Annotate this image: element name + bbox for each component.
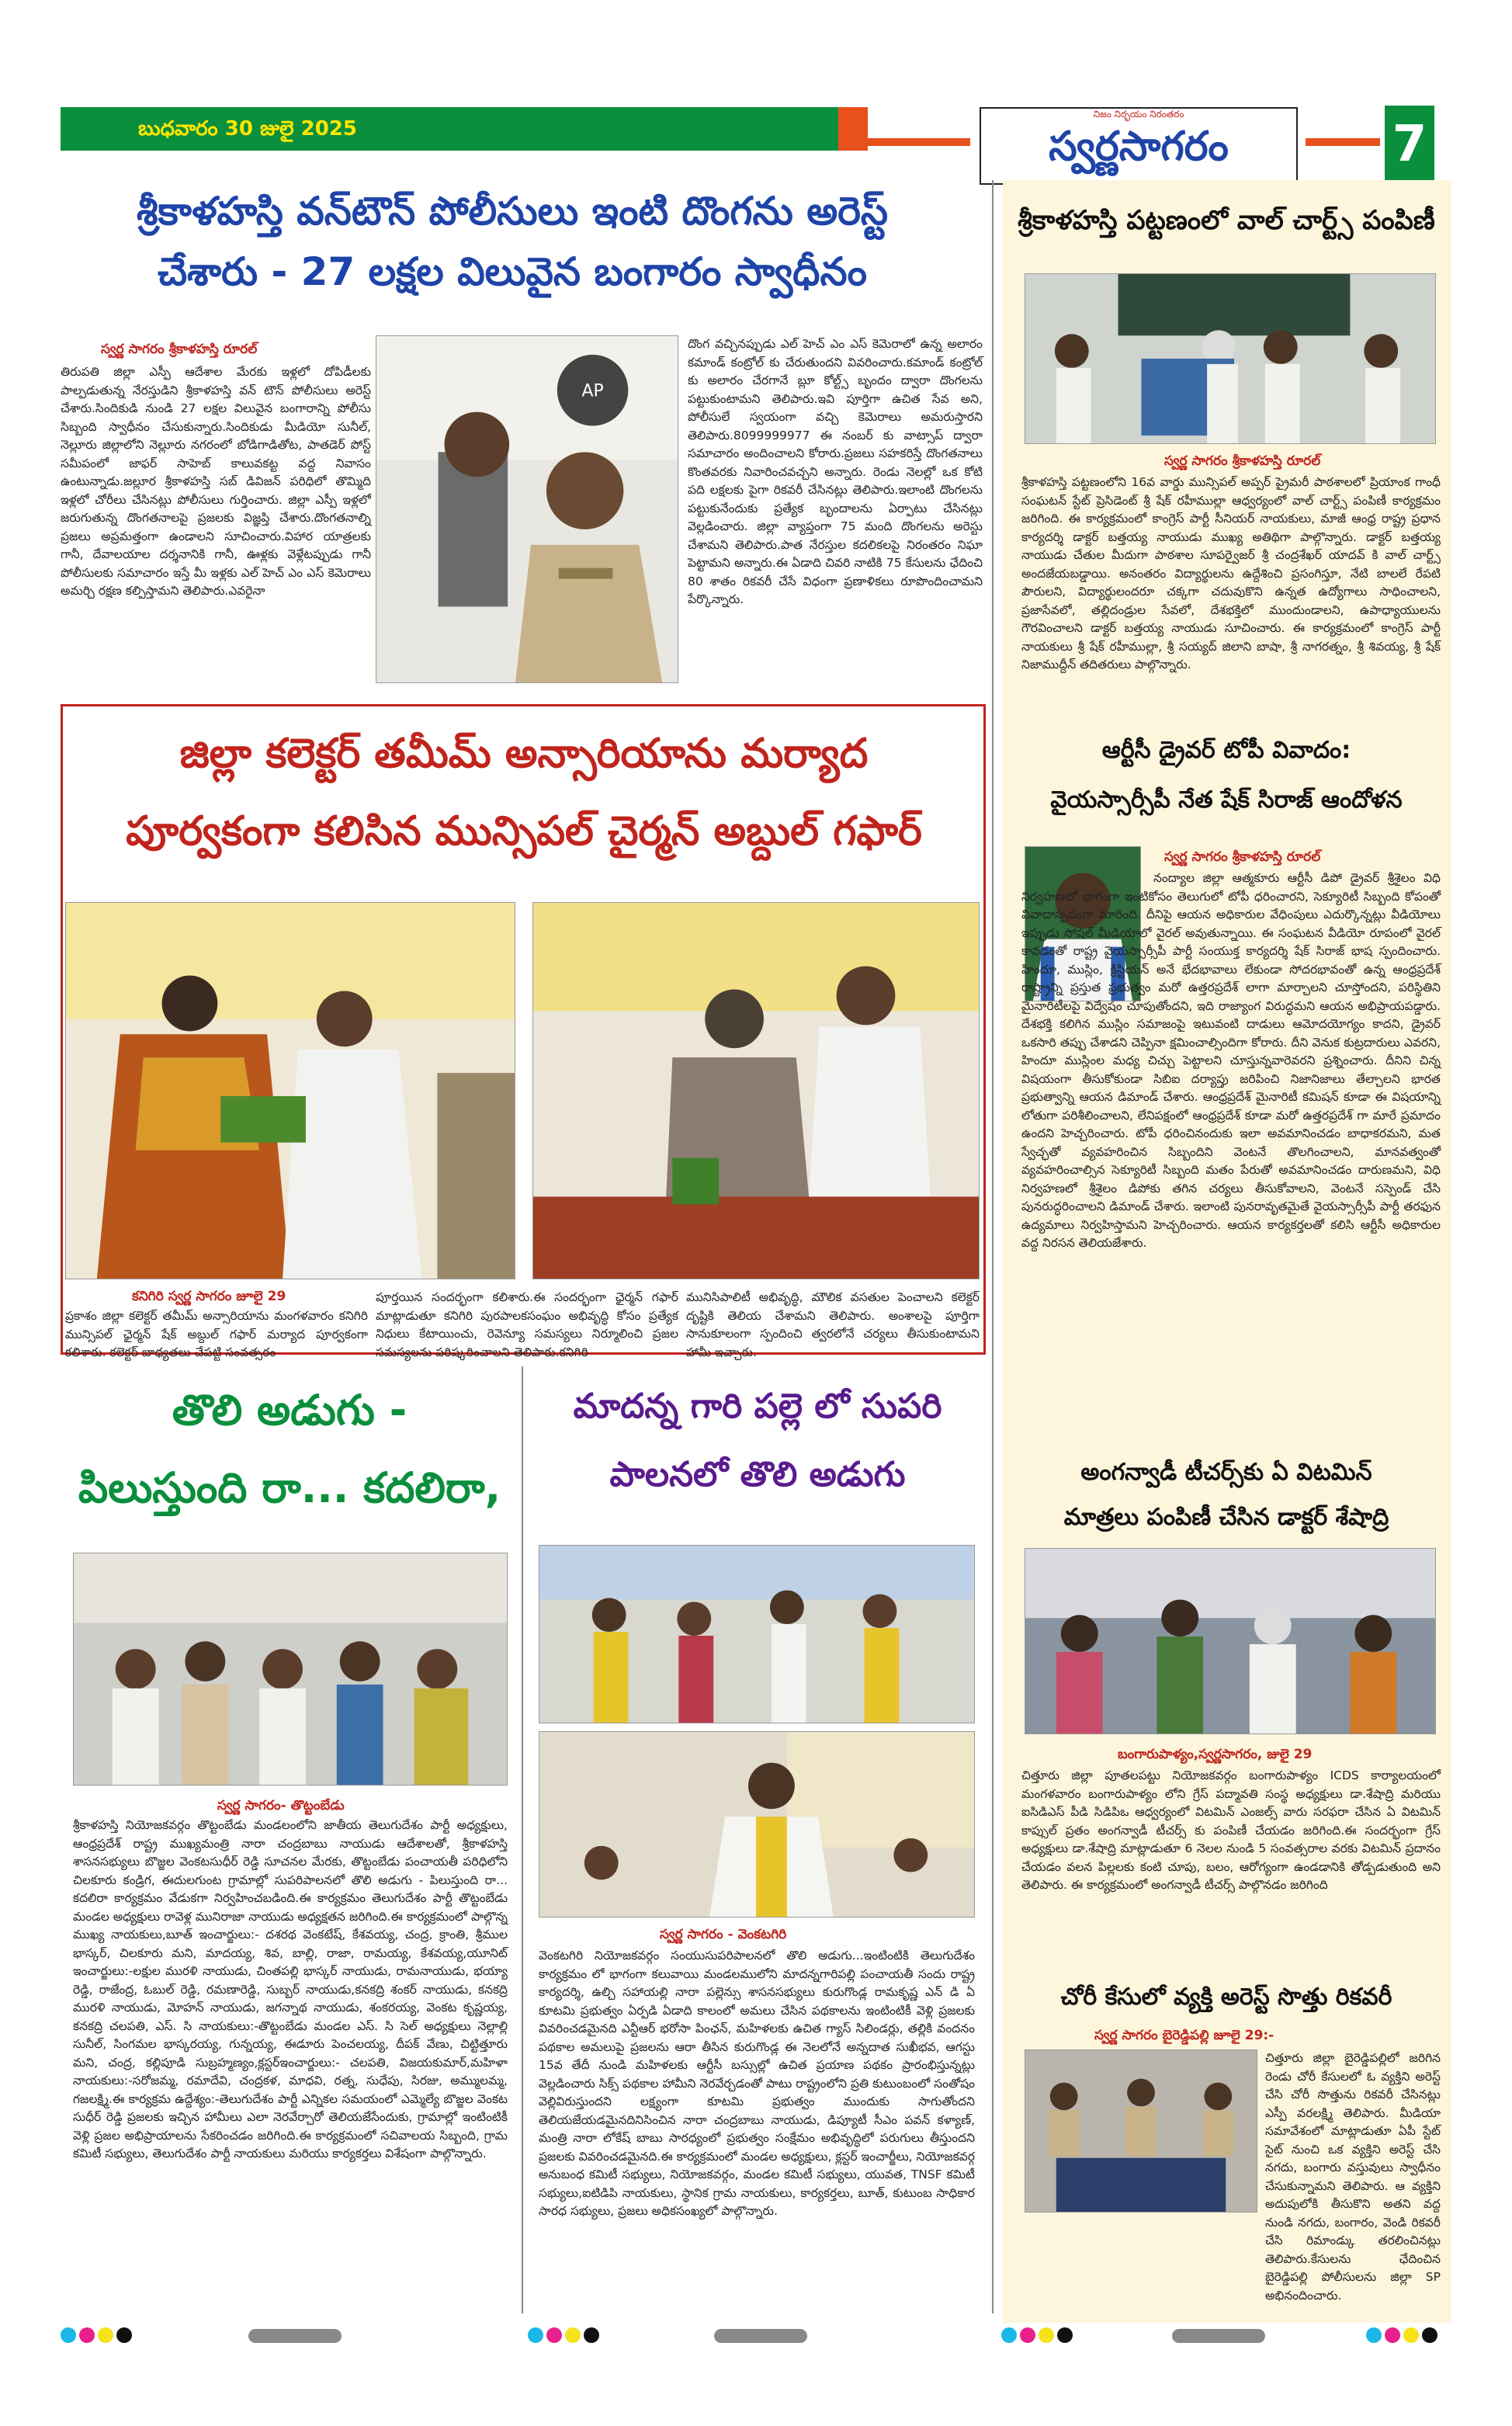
story1-col1: తిరుపతి జిల్లా ఎస్పీ ఆదేశాల మేరకు ఇళ్లలో దోపిడీలకు పాల్పడుతున్న నేరస్తుడిని శ్రీకాళహస్తి వన్ టౌన్ పోలీసులు అరెస్ట్ చేశారు.సిందికుడి నుండి 27 లక్షల విలువైన బంగారాన్ని పోలీసు సిబ్బంది స్వాధీనం చేసుకున్నారు.సిందికుడు మీడియో సునీల్, నెల్లూరు జిల్లాలోని నెల్లూరు నగరంలో బోడిగాడితోట, పాతడెర్ పోస్ట్ సమీపంలో జాఫర్ సాహెబ్ కాలువకట్ట వద్ద నివాసం ఉంటున్నాడు.జల్లూర శ్రీకాళహస్తి సబ్ డివిజన్ పరిధిలో తొమ్మిది ఇళ్లలో చోరీలు చేసినట్లు పోలీసులు గుర్తించారు. జిల్లా ఎస్పీ ఇళ్లలో జరుగుతున్న దొంగతనాలపై ప్రజలకు విజ్ఞప్తి చేశారు.దొంగతనాల్ని ప్రజలు అప్రమత్తంగా ఉండాలని సూచించారు.విహార యాత్రలకు గానీ, దేవాలయాల దర్శనానికి గానీ, ఊళ్లకు వెళ్లేటప్పుడు గానీ పోలీసులకు సమాచారం ఇస్తే మీ ఇళ్లకు ఎల్ హెచ్ ఎం ఎస్ కెమెరాలు అమర్చి రక్షణ కల్పిస్తామని తెలిపారు.ఎవరైనా [61, 365, 371, 598]
date-bar [61, 107, 868, 151]
issue-date: బుధవారం 30 జులై 2025 [138, 117, 358, 141]
side4-headline: చోరీ కేసులో వ్యక్తి అరెస్ట్ సొత్తు రికవరీ [1060, 1983, 1392, 2011]
story2-byline: కనిగిరి స్వర్ణ సాగరం జూలై 29 [132, 1289, 286, 1304]
side3-body: చిత్తూరు జిల్లా పూతలపట్టు నియోజకవర్గం బంగారుపాళ్యం ICDS కార్యాలయంలో మంగళవారం బంగారుపాళ్యం లోని గ్రేస్ పద్మావతి సంస్థ అధ్యక్షులు డా.శేషాద్రి మరియు ఐసిడిఎస్ పీడి సిడిపిఒ ఆధ్వర్యంలో విటమిన్ ఎంజల్స్ వారు సరఫరా చేసిన ఏ విటమిన్ కాప్సుల్ ప్రతం అంగన్వాడీ టీచర్స్ కు పంపిణీ చేయడం జరిగింది.ఈ సందర్భంగా గ్రేస్ అధ్యక్షులు డా.శేషాద్రి మాట్లాడుతూ 6 నెలల నుండి 5 సంవత్సరాల వరకు విటమిన్ ప్రదానం చేయడం వలన పిల్లలకు కంటి చూపు, బలం, ఆరోగ్యంగా ఉండడానికి తోడ్పడుతుంది అని తెలిపారు. ఈ కార్యక్రమంలో అంగన్వాడీ టీచర్స్ పాల్గొనడం జరిగింది [1021, 1768, 1441, 1892]
story3-headline-2: పిలుస్తుంది రా... కదలిరా, [78, 1463, 501, 1512]
side4-byline: స్వర్ణ సాగరం బైరెడ్డిపల్లి జూలై 29:- [1094, 2028, 1274, 2043]
side4-body-part [1265, 2049, 1441, 2303]
story3-byline: స్వర్ణ సాగరం- తొట్టంబేడు [217, 1798, 345, 1813]
side2-headline-2: వైయస్సార్సీపీ నేత షేక్ సిరాజ్ ఆందోళన [1050, 786, 1403, 814]
story2-headline-2: పూర్వకంగా కలిసిన మున్సిపల్ చైర్మన్ అబ్దుల్ గఫార్ [126, 808, 922, 855]
side1-headline: శ్రీకాళహస్తి పట్టణంలో వాల్ చార్ట్స్ పంపిణీ [1018, 205, 1435, 236]
story2-headline-1: జిల్లా కలెక్టర్ తమీమ్ అన్సారియాను మర్యాద [179, 731, 869, 777]
tolu-adugu-photo [73, 1553, 508, 1786]
story1-headline-1: శ్రీకాళహస్తి వన్‌టౌన్ పోలీసులు ఇంటి దొంగను అరెస్ట్ [136, 189, 889, 234]
registration-bar-3 [1172, 2329, 1265, 2343]
logo-tagline: నిజం నిర్భయం నిరంతరం [1093, 109, 1184, 120]
column-separator [522, 1366, 523, 2313]
madanna-photo-bottom [539, 1731, 975, 1918]
side1-byline: స్వర్ణ సాగరం శ్రీకాళహస్తి రూరల్ [1164, 453, 1321, 469]
logo-name: స్వర్ణసాగరం [1049, 123, 1229, 170]
story2-col3: మునిసిపాలిటీ అభివృద్ధి, మౌలిక వసతుల పెంచాలని కలెక్టర్ దృష్టికి తెలియ చేశామని తెలిపారు. అంశాలపై పూర్తిగా సానుకూలంగా స్పందించి త్వరలోనే చర్యలు తీసుకుంటామని హామీ ఇచ్చారు. [686, 1290, 980, 1359]
collector-photo-left [65, 902, 515, 1279]
side2-headline-1: ఆర్టీసీ డ్రైవర్ టోపీ వివాదం: [1101, 737, 1351, 764]
story4-headline-2: పాలనలో తొలి అడుగు [609, 1455, 906, 1494]
story1-headline-2: చేశారు - 27 లక్షల విలువైన బంగారం స్వాధీనం [158, 249, 867, 294]
registration-bar-1 [248, 2329, 342, 2343]
story4-body: వెంకటగిరి నియోజకవర్గం సంయుసుపరిపాలనలో తొలి అడుగు...ఇంటింటికి తెలుగుదేశం కార్యక్రమం లో భాగంగా కలువాయి మండలములోని మాదన్నగారిపల్లి పంచాయతీ సందు రాష్ట్ర కార్యదర్శి, ఉల్చి సహాయల్లి నారా పల్లెన్సు శాసనసభ్యులు కురుగొండ్ల రామకృష్ణ ఎన్ డి ఏ కూటమి ప్రభుత్వం ఏర్పడి ఏడాది కాలంలో అమలు చేసిన పథకాలను ఇంటింటికీ వెళ్లి ప్రజలకు వివరించడమైనది ఎన్టీఆర్ భరోసా పింఛన్, మహిళలకు ఉచిత గ్యాస్ సిలిండర్లు, తల్లికి వందనం పథకాల అమలుపై ప్రజలను ఆరా తీసిన కురుగొండ్ల ఈ నెలలోనే అన్నదాత సుఖీభవ, ఆగస్టు 15వ తేదీ నుండి మహిళలకు ఆర్టీసీ బస్సుల్లో ఉచిత ప్రయాణ పథకం ప్రారంభిస్తున్నట్లు వెల్లడించారు సిక్స్ పథకాల హామీని నెరవేర్చడంతో పాటు రాష్ట్రంలోని ప్రతి కుటుంబంలో సంతోషం వెల్లివిరుస్తుందని లక్ష్యంగా కూటమి ప్రభుత్వం ముందుకు సాగుతోందని తెలియజేయడమైనదినిసించిన నారా చంద్రబాబు నాయుడు, డిప్యూటీ సీఎం పవన్ కళ్యాణ్, మంత్రి నారా లోకేష్ బాబు సారధ్యంలో ప్రభుత్వం సంక్షేమం అభివృద్ధిలో పరుగులు తీస్తుందని ప్రజలకు వివరించడమైనది.ఈ కార్యక్రమంలో మండల అధ్యక్షులు, క్లస్టర్ ఇంచార్జీలు, నియోజకవర్గ అనుబంధ కమిటీ సభ్యులు, నియోజకవర్గం, మండల కమిటీ సభ్యులు, యువత, TNSF కమిటీ సభ్యులు,ఐటిడిపి నాయకులు, స్థానిక గ్రామ నాయకులు, కార్యకర్తలు, బూత్, కుటుంబ సాధికార సారధ సభ్యులు, ప్రజలు అధికసంఖ్యలో పాల్గొన్నారు. [539, 1949, 975, 2218]
wall-charts-photo [1025, 273, 1436, 444]
story1-byline: స్వర్ణ సాగరం శ్రీకాళహస్తి రూరల్ [101, 342, 258, 357]
side2-body: నంద్యాల జిల్లా ఆత్మకూరు ఆర్టీసీ డిపో డ్రైవర్ శ్రీశైలం విధి నిర్వహణలో భాగంగా ఇంటికోసం తెలుగులో టోపీ ధరించారని, సెక్యూరిటీ సిబ్బంది కోపంతో వివాదాస్పదంగా మారింది. దీనిపై ఆయన అధికారుల వేధింపులు ఎదుర్కొన్నట్లు వీడియోలు ఇప్పుడు సోషల్ మీడియాలో వైరల్ అవుతున్నాయి. ఈ సంఘటన వీడియో రూపంలో వైరల్ కావడంతో రాష్ట్ర వైయస్సార్సీపీ పార్టీ సంయుక్త కార్యదర్శి షేక్ సిరాజ్ భాష స్పందించారు. హిందూ, ముస్లిం, క్రిస్టియన్ అనే భేదభావాలు లేకుండా సోదరభావంతో ఉన్న ఆంధ్రప్రదేశ్ రాష్ట్రాన్ని ప్రస్తుత ప్రభుత్వం మరో ఉత్తరప్రదేశ్ లాగా మార్చాలని చూస్తోందని, పరిస్థితిని మైనారిటీలపై విద్వేషం చూపుతోందని, ఇది రాజ్యాంగ విరుద్ధమని ఆయన అభిప్రాయపడ్డారు. దేశభక్తి కలిగిన ముస్లిం సమాజంపై ఇటువంటి దాడులు ఆమోదయోగ్యం కాదని, డ్రైవర్ ఒకసారి తప్పు చేశాడని చెప్పినా క్షమించాల్సిందిగా కోరారు. దీని వెనుక కుట్రదారులు ఎవరని, హిందూ ముస్లింల మధ్య చిచ్చు పెట్టాలని చూస్తున్నవారెవరని ప్రశ్నించారు. దీనిని చిన్న విషయంగా తీసుకోకుండా సిబిఐ దర్యాప్తు జరిపించి నిజానిజాలు తేల్చాలని భారత ప్రభుత్వాన్ని ఆయన డిమాండ్ చేశారు. ఆంధ్రప్రదేశ్ మైనారిటీ కమిషన్ కూడా ఈ విషయాన్ని లోతుగా పరిశీలించాలని, లేనిపక్షంలో ఆంధ్రప్రదేశ్ కూడా మరో ఉత్తరప్రదేశ్ గా మారే ప్రమాదం ఉందని హెచ్చరించారు. టోపీ ధరించినందుకు ఇలా అవమానించడం బాధాకరమని, మత స్వేచ్ఛతో వ్యవహరించిన సిబ్బందిని వెంటనే తొలగించాలని, మానవత్వంతో వ్యవహరించాల్సిన సెక్యూరిటీ సిబ్బంది మతం పేరుతో అవమానించడం దారుణమని, విధి నిర్వహణలో శ్రీశైలం డిపోకు తగిన చర్యలు తీసుకోవాలని, వెంటనే సస్పెండ్ చేసి పునరుద్ధరించాలని డిమాండ్ చేశారు. ఇలాంటి పునరావృతమైతే వైయస్సార్సీపీ పార్టీ తరఫున ఉద్యమాలు నిర్వహిస్తామని హెచ్చరించారు. ఆయన కార్యకర్తలతో కలిసి ఆర్టీసీ అధికారుల వద్ద నిరసన తెలియజేశారు. [1021, 871, 1441, 1250]
header-rule-left [868, 138, 970, 146]
header-rule-right [1306, 138, 1380, 146]
side3-byline: బంగారుపాళ్యం,స్వర్ణసాగరం, జులై 29 [1118, 1747, 1313, 1762]
sidebar-separator [992, 180, 994, 2313]
side2-byline: స్వర్ణ సాగరం శ్రీకాళహస్తి రూరల్ [1164, 849, 1321, 865]
story1-col2: దొంగ వచ్చినప్పుడు ఎల్ హెచ్ ఎం ఎస్ కెమెరాలో ఉన్న అలారం కమాండ్ కంట్రోల్ కు చేరుతుందని వివరించారు.కమాండ్ కంట్రోల్ కు అలారం చేరగానే బ్లూ కోల్ట్స్ బృందం ద్వారా దొంగలను పట్టుకుంటామని తెలిపారు.ఇవి పూర్తిగా ఉచిత సేవ అని, పోలీసులే స్వయంగా వచ్చి కెమెరాలు అమరుస్తారని తెలిపారు.8099999977 ఈ నంబర్ కు వాట్సాప్ ద్వారా సమాచారం అందించాలని కోరారు.ప్రజలు సహకరిస్తే దొంగతనాలు కొంతవరకు నివారించవచ్చని అన్నారు. రెండు నెలల్లో ఒక కోటి పది లక్షలకు పైగా రికవరీ చేసినట్లు తెలిపారు.ఇలాంటి దొంగలను పట్టుకునేందుకు ప్రత్యేక బృందాలను ఏర్పాటు చేసినట్లు వెల్లడించారు. జిల్లా వ్యాప్తంగా 75 మంది దొంగలను అరెస్టు చేశామని తెలిపారు.పాత నేరస్తుల కదలికలపై నిరంతరం నిఘా పెట్టామని అన్నారు.ఈ ఏడాది చివరి నాటికి 75 కేసులను ఛేదించి 80 శాతం రికవరీ చేసే విధంగా ప్రణాళికలు రూపొందించామని పేర్కొన్నారు. [688, 337, 983, 606]
svg-text:AP: AP [581, 381, 604, 401]
registration-bar-2 [714, 2329, 807, 2343]
header-accent [838, 107, 868, 151]
madanna-photo-top [539, 1545, 975, 1723]
registration-marks-center [528, 2327, 605, 2344]
story3-body: శ్రీకాళహస్తి నియోజకవర్గం తొట్టంబేడు మండలంలోని జాతీయ తెలుగుదేశం పార్టీ అధ్యక్షులు, ఆంధ్రప్రదేశ్ రాష్ట్ర ముఖ్యమంత్రి నారా చంద్రబాబు నాయుడు ఆదేశాలతో, శ్రీకాళహస్తి శాసనసభ్యులు బొజ్జల వెంకటసుధీర్ రెడ్డి సూచనల మేరకు, తొట్టంబేడు పంచాయతీ పరిధిలోని చిలకూరు కండ్రిగ, ఈదులగుంట గ్రామాల్లో సుపరిపాలనలో తొలి అడుగు - పిలుస్తుంది రా... కదలిరా కార్యక్రమం వేడుకగా నిర్వహించబడింది.ఈ కార్యక్రమం తెలుగుదేశం పార్టీ తొట్టంబేడు మండల అధ్యక్షులు రావెళ్ల మునిరాజా నాయుడు అధ్యక్షతన జరిగింది.ఈ కార్యక్రమంలో పాల్గొన్న ముఖ్య నాయకులు,బూత్ ఇంచార్జులు:- దశరథ వెంకటేష్, కేశవయ్య, చంద్ర, క్రాంతి, శ్రీముల భాస్కర్, చిలకూరు మని, మాదయ్య, శివ, బాల్లి, రాజా, రామయ్య, కేశవయ్య,యూనిట్ ఇంచార్జులు:-లక్షుల మురళి నాయుడు, చింతపల్లి భాస్కర్ నాయుడు, రామనాయుడు, భయ్యా రెడ్డి, రాజేంద్ర, ఓబుల్ రెడ్డి, రమణారెడ్డి, సుబ్బర్ నాయుడు,కనకద్రి శంకర్ నాయుడు, కనకద్రి మురళి నాయుడు, మోహన్ నాయుడు, జగన్నాథ నాయుడు, శంకరయ్య, వెంకట కృష్ణయ్య, కనకద్రి చలపతి, ఎస్. సి నాయకులు:-తొట్టంబేడు మండల ఎస్. సి సెల్ అధ్యక్షులు నెల్లాల్లి సునీల్, సింగమల భాస్కరయ్య, గున్నయ్య, ఈడూరు పెంచలయ్య, దీపక్ వేణు, చిట్టిత్తూరు మని, చంద్ర, కల్లిపూడి సుబ్రహ్మణ్యం,క్లస్టర్ఇంచార్జులు:- చలపతి, విజయకుమార్,మహిళా నాయకులు:-సరోజమ్మ, రమాదేవి, చంద్రకళ, మాధవి, రత్న, సుధేపు, సిరజు, అమ్ములమ్మ, గజలక్ష్మి.ఈ కార్యక్రమ ఉద్దేశ్యం:-తెలుగుదేశం పార్టీ ఎన్నికల సమయంలో ఎమ్మెల్యే బొజ్జల వెంకట సుధీర్ రెడ్డి ప్రజలకు ఇచ్చిన హామీలు ఎలా నెరవేర్చారో తెలియజేసేందుకు, గ్రామాల్లో ఇంటింటికీ వెళ్లి ప్రజల అభిప్రాయాలను సేకరించడం జరిగింది.ఈ కార్యక్రమంలో సచివాలయ సిబ్బంది, గ్రామ కమిటీ సభ్యులు, తెలుగుదేశం పార్టీ నాయకులు మరియు కార్యకర్తలు విశేషంగా పాల్గొన్నారు. [73, 1818, 508, 2160]
side3-headline-2: మాత్రలు పంపిణీ చేసిన డాక్టర్ శేషాద్రి [1063, 1504, 1389, 1531]
story2-col1: ప్రకాశం జిల్లా కలెక్టర్ తమీమ్ అన్సారియాను మంగళవారం కనిగిరి మున్సిపల్ ఛైర్మన్ షేక్ అబ్దుల్ గఫార్ మర్యాద పూర్వకంగా కలిశారు. కలెక్టర్ బాధ్యతలు చేపట్టి సంవత్సరం [65, 1309, 368, 1359]
masthead-logo [980, 107, 1298, 185]
story4-headline-1: మాదన్న గారి పల్లె లో సుపరి [573, 1387, 942, 1426]
side4-body: చిత్తూరు జిల్లా బైరెడ్డిపల్లిలో జరిగిన రెండు చోరీ కేసులలో ఓ వ్యక్తిని అరెస్ట్ చేసి చోరీ సొత్తును రికవరీ చేసినట్లు ఎస్పీ వరలక్ష్మి తెలిపారు. మీడియా సమావేశంలో మాట్లాడుతూ ఏపీ స్టేట్ సైట్ నుంచి ఒక వ్యక్తిని అరెస్ట్ చేసి నగదు, బంగారు వస్తువులు స్వాధీనం చేసుకున్నామని తెలిపారు. ఆ వ్యక్తిని అదుపులోకి తీసుకొని అతని వద్ద నుండి నగదు, బంగారం, వెండి రికవరీ చేసి రిమాండ్కు తరలించినట్లు తెలిపారు.కేసులను ఛేదించిన బైరెడ్డిపల్లి పోలీసులను జిల్లా SP అభినందించారు. [1265, 2051, 1441, 2303]
registration-marks-right [1001, 2327, 1079, 2344]
registration-marks-far-right [1366, 2327, 1444, 2344]
registration-marks-left [61, 2327, 138, 2344]
story3-headline-1: తొలి అడుగు - [172, 1386, 407, 1435]
police-officer-photo [376, 335, 678, 683]
side3-headline-1: అంగన్వాడీ టీచర్స్‌కు ఏ విటమిన్ [1080, 1459, 1372, 1486]
collector-photo-right [532, 902, 980, 1279]
side1-body: శ్రీకాళహస్తి పట్టణంలోని 16వ వార్డు మున్సిపల్ అప్పర్ ప్రైమరీ పాఠశాలలో ప్రియాంక గాంధీ సంఘటన్ స్టేట్ ప్రెసిడెంట్ శ్రీ షేక్ రహీముల్లా ఆధ్వర్యంలో వాల్ చార్ట్స్ పంపిణీ కార్యక్రమం జరిగింది. ఈ కార్యక్రమంలో కాంగ్రెస్ పార్టీ సీనియర్ నాయకులు, మాజీ ఆంధ్ర రాష్ట్ర ప్రధాన కార్యదర్శి డాక్టర్ బత్తయ్య నాయుడు ముఖ్య అతిథిగా పాల్గొన్నారు. డాక్టర్ బత్తయ్య నాయుడు చేతుల మీదుగా పాఠశాల సూపర్వైజర్ శ్రీ చంద్రశేఖర్ యాదవ్ కి వాల్ చార్ట్స్ అందజేయబడ్డాయి. అనంతరం విద్యార్థులను ఉద్దేశించి ప్రసంగిస్తూ, నేటి బాలలే రేపటి పౌరులని, విద్యార్థులందరూ చక్కగా చదువుకొని ఉన్నత ఉద్యోగాలు సాధించాలని, ప్రజాసేవలో, తల్లిదండ్రుల సేవలో, దేశభక్తిలో ముందుండాలని, ఉపాధ్యాయులను గౌరవించాలని డాక్టర్ బత్తయ్య నాయుడు సూచించారు. ఈ కార్యక్రమంలో కాంగ్రెస్ పార్టీ నాయకులు శ్రీ షేక్ రహీముల్లా, శ్రీ సయ్యద్ జిలాని బాషా, శ్రీ నాగరత్నం, శ్రీ శివయ్య, శ్రీ షేక్ నిజాముద్దీన్ తదితరులు పాల్గొన్నారు. [1021, 475, 1441, 672]
story2-col2: పూర్తయిన సందర్భంగా కలిశారు.ఈ సందర్భంగా ఛైర్మన్ గఫార్ మాట్లాడుతూ కనిగిరి పురపాలకసంఘం అభివృద్ధి కోసం ప్రత్యేక నిధులు కేటాయించు, రెవెన్యూ సమస్యలు నిర్మూలించి ప్రజల సమస్యలను పరిష్కరించాలని తెలిపారు.కనిగిరి [376, 1290, 678, 1359]
story4-byline: స్వర్ణ సాగరం - వెంకటగిరి [660, 1927, 787, 1942]
page-number: 7 [1385, 106, 1434, 183]
vitamin-distribution-photo [1025, 1548, 1436, 1734]
theft-arrest-photo [1025, 2049, 1257, 2213]
